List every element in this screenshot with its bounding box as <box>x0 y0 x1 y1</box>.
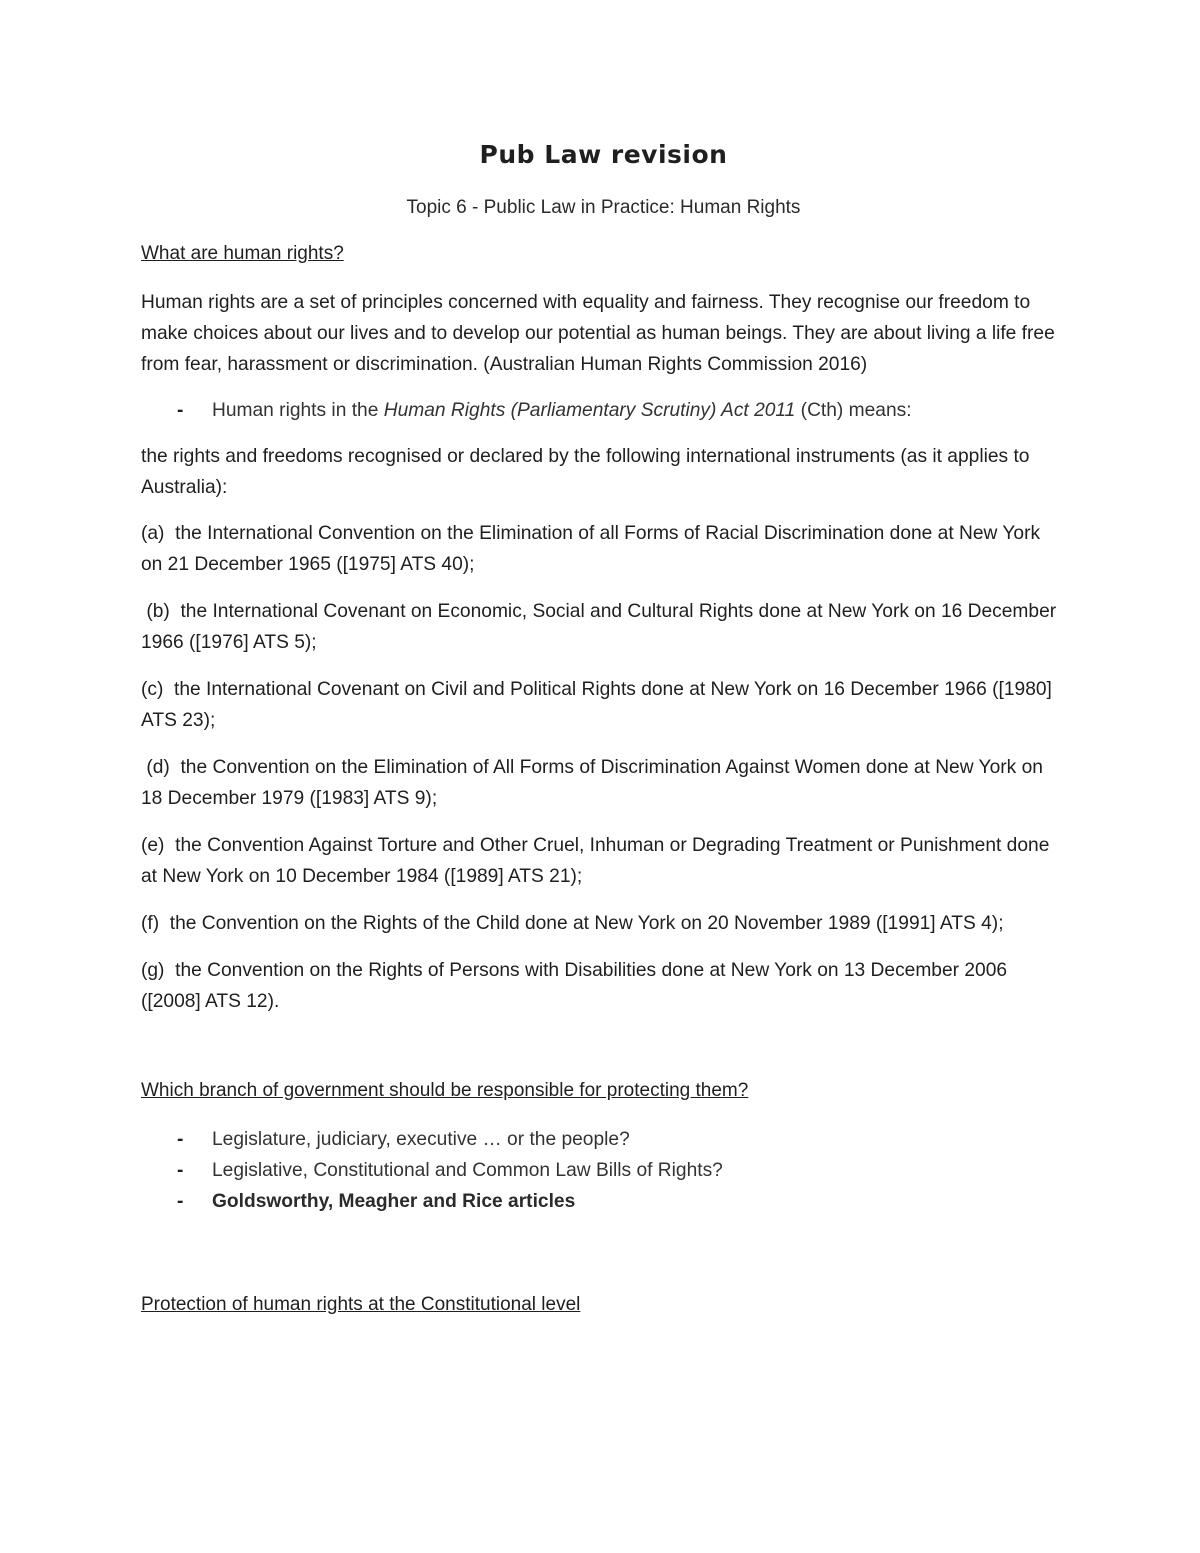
list-item <box>141 1155 1066 1186</box>
bullet-prefix: Human rights in the <box>212 400 384 421</box>
instrument-d: (d) the Convention on the Elimination of All Forms of Discrimination Against Women done at New York on 18 December 1979 ([1983] ATS 9); <box>141 757 1049 809</box>
bullet-text: Legislature, judiciary, executive … or the people? <box>212 1129 630 1150</box>
bullet-text: Legislative, Constitutional and Common Law Bills of Rights? <box>212 1160 723 1181</box>
instrument-e: (e) the Convention Against Torture and Other Cruel, Inhuman or Degrading Treatment or Punishment done at New York on 10 December 1984 ([1989] ATS 21); <box>141 835 1055 887</box>
instrument-c: (c) the International Covenant on Civil and Political Rights done at New York on 16 December 1966 ([1980] ATS 23); <box>141 679 1057 731</box>
document-subtitle: Topic 6 - Public Law in Practice: Human Rights <box>406 197 801 218</box>
instrument-a: (a) the International Convention on the Elimination of all Forms of Racial Discrimination done at New York on 21 December 1965 ([1975] ATS 40); <box>141 523 1046 575</box>
instrument-b: (b) the International Covenant on Economic, Social and Cultural Rights done at New York on 16 December 1966 ([1976] ATS 5); <box>141 601 1062 653</box>
list-item <box>141 1186 1066 1217</box>
bullet-text: Goldsworthy, Meagher and Rice articles <box>212 1191 576 1212</box>
section-heading-what-are-human-rights: What are human rights? <box>141 243 344 264</box>
definition-paragraph: Human rights are a set of principles concerned with equality and fairness. They recognise our freedom to make choices about our lives and to develop our potential as human beings. They are about living a life free from fear, harassment or discrimination. (Australian Human Rights Commission 2016) <box>141 292 1055 375</box>
blank-line <box>141 1232 1066 1294</box>
instrument-g: (g) the Convention on the Rights of Persons with Disabilities done at New York on 13 December 2006 ([2008] ATS 12). <box>141 960 1013 1012</box>
list-item <box>141 1124 1066 1155</box>
branch-bullet-list <box>141 1124 1066 1217</box>
list-item <box>141 395 1066 426</box>
document-title: Pub Law revision <box>479 140 728 169</box>
act-name: Human Rights (Parliamentary Scrutiny) Act 2011 <box>383 400 796 421</box>
dash-bullet: - <box>177 400 184 421</box>
document-page <box>141 140 1066 1338</box>
act-bullet-list <box>141 395 1066 426</box>
bullet-suffix: (Cth) means: <box>795 400 912 421</box>
dash-bullet: - <box>177 1160 184 1181</box>
blank-line <box>141 1033 1066 1080</box>
dash-bullet: - <box>177 1129 184 1150</box>
definition-intro: the rights and freedoms recognised or declared by the following international instruments (as it applies to Australia): <box>141 446 1030 498</box>
section-heading-constitutional-level: Protection of human rights at the Constitutional level <box>141 1294 581 1315</box>
dash-bullet: - <box>177 1191 184 1212</box>
instrument-f: (f) the Convention on the Rights of the Child done at New York on 20 November 1989 ([1991] ATS 4); <box>141 913 1004 934</box>
section-heading-which-branch: Which branch of government should be responsible for protecting them? <box>141 1080 749 1101</box>
